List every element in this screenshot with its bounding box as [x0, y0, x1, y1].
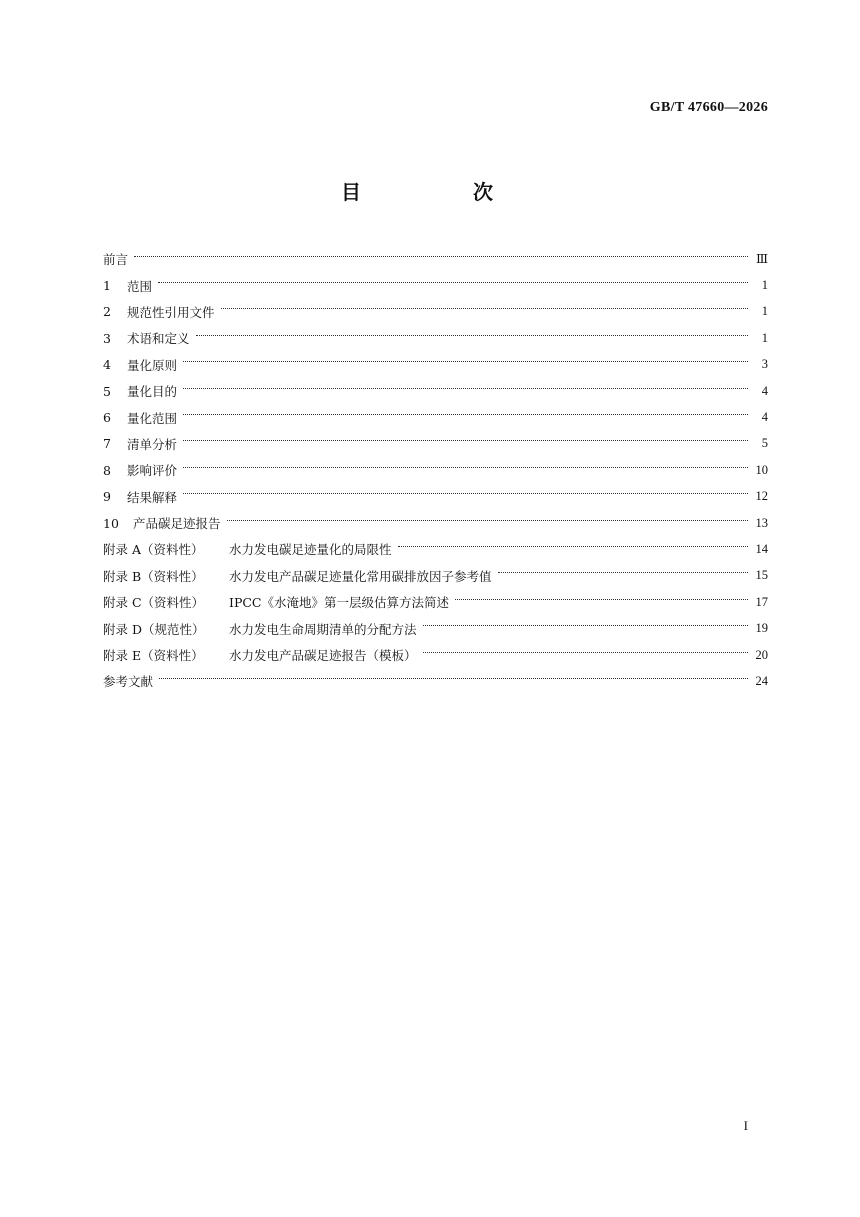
toc-entry-page: 12: [755, 489, 768, 504]
toc-entry-label: 水力发电产品碳足迹报告（模板）: [229, 648, 417, 664]
toc-entry-number: 9: [103, 489, 111, 505]
dot-leader: [183, 414, 748, 415]
dot-leader: [159, 678, 748, 679]
toc-entry-label: 术语和定义: [127, 331, 190, 347]
toc-entry-appendix-a[interactable]: [103, 536, 768, 562]
dot-leader: [227, 520, 748, 521]
toc-entry-label: IPCC《水淹地》第一层级估算方法简述: [229, 595, 449, 611]
toc-entry-label: 参考文献: [103, 674, 154, 690]
toc-entry-label: 水力发电产品碳足迹量化常用碳排放因子参考值: [229, 568, 492, 584]
toc-entry-page: 3: [761, 357, 768, 372]
toc-entry-page: 19: [755, 621, 768, 636]
footer-page-number: I: [743, 1118, 748, 1133]
toc-entry-3[interactable]: [103, 325, 768, 351]
toc-entry-page: 24: [755, 673, 768, 688]
toc-entry-page: 4: [761, 383, 768, 398]
dot-leader: [423, 652, 748, 653]
toc-entry-page: 1: [761, 330, 768, 345]
toc-entry-page: 1: [761, 304, 768, 319]
toc-entry-label: 产品碳足迹报告: [133, 516, 221, 532]
toc-entry-label: 前言: [103, 252, 129, 268]
dot-leader: [183, 361, 748, 362]
toc-entry-label: 量化范围: [127, 410, 178, 426]
toc-entry-label: 清单分析: [127, 436, 178, 452]
toc-entry-page: 13: [755, 515, 768, 530]
toc-entry-number: 附录 D（规范性）: [103, 621, 205, 637]
toc-entry-page: Ⅲ: [755, 252, 768, 267]
toc-entry-7[interactable]: [103, 431, 768, 457]
toc-entry-appendix-e[interactable]: [103, 642, 768, 668]
dot-leader: [183, 440, 748, 441]
page-title: 目 次: [341, 180, 539, 204]
table-of-contents: [103, 246, 768, 695]
toc-entry-9[interactable]: [103, 484, 768, 510]
toc-entry-page: 20: [755, 647, 768, 662]
toc-entry-number: 6: [103, 410, 111, 426]
toc-entry-label: 规范性引用文件: [127, 304, 215, 320]
toc-entry-page: 14: [755, 541, 768, 556]
toc-entry-number: 2: [103, 304, 111, 320]
toc-entry-label: 水力发电碳足迹量化的局限性: [229, 542, 392, 558]
toc-entry-number: 附录 A（资料性）: [103, 542, 204, 558]
dot-leader: [423, 625, 748, 626]
dot-leader: [183, 493, 748, 494]
toc-entry-number: 附录 E（资料性）: [103, 648, 204, 664]
toc-entry-foreword[interactable]: [103, 246, 768, 272]
toc-entry-number: 1: [103, 278, 111, 294]
toc-entry-number: 7: [103, 436, 111, 452]
toc-entry-label: 水力发电生命周期清单的分配方法: [229, 621, 417, 637]
toc-entry-number: 10: [103, 515, 119, 531]
toc-entry-number: 4: [103, 357, 111, 373]
toc-entry-references[interactable]: [103, 668, 768, 694]
toc-entry-label: 影响评价: [127, 463, 178, 479]
toc-entry-1[interactable]: [103, 272, 768, 298]
toc-entry-page: 17: [755, 594, 768, 609]
toc-entry-8[interactable]: [103, 457, 768, 483]
dot-leader: [196, 335, 748, 336]
toc-entry-number: 3: [103, 330, 111, 346]
toc-entry-page: 5: [761, 436, 768, 451]
dot-leader: [398, 546, 748, 547]
toc-entry-number: 附录 B（资料性）: [103, 568, 204, 584]
dot-leader: [498, 572, 748, 573]
toc-entry-label: 量化原则: [127, 357, 178, 373]
toc-entry-page: 1: [761, 278, 768, 293]
toc-entry-2[interactable]: [103, 299, 768, 325]
dot-leader: [183, 467, 748, 468]
dot-leader: [158, 282, 748, 283]
toc-entry-label: 范围: [127, 278, 153, 294]
toc-entry-page: 4: [761, 410, 768, 425]
toc-entry-number: 8: [103, 462, 111, 478]
toc-entry-page: 15: [755, 568, 768, 583]
toc-entry-page: 10: [755, 462, 768, 477]
toc-entry-appendix-b[interactable]: [103, 563, 768, 589]
dot-leader: [221, 308, 748, 309]
dot-leader: [455, 599, 748, 600]
toc-entry-6[interactable]: [103, 404, 768, 430]
toc-entry-label: 量化目的: [127, 384, 178, 400]
toc-entry-label: 结果解释: [127, 489, 178, 505]
toc-entry-10[interactable]: [103, 510, 768, 536]
dot-leader: [134, 256, 748, 257]
standard-code: GB/T 47660—2026: [649, 100, 768, 115]
dot-leader: [183, 388, 748, 389]
toc-entry-appendix-d[interactable]: [103, 615, 768, 641]
toc-entry-appendix-c[interactable]: [103, 589, 768, 615]
toc-entry-4[interactable]: [103, 352, 768, 378]
toc-entry-number: 5: [103, 383, 111, 399]
toc-entry-5[interactable]: [103, 378, 768, 404]
toc-entry-number: 附录 C（资料性）: [103, 595, 205, 611]
